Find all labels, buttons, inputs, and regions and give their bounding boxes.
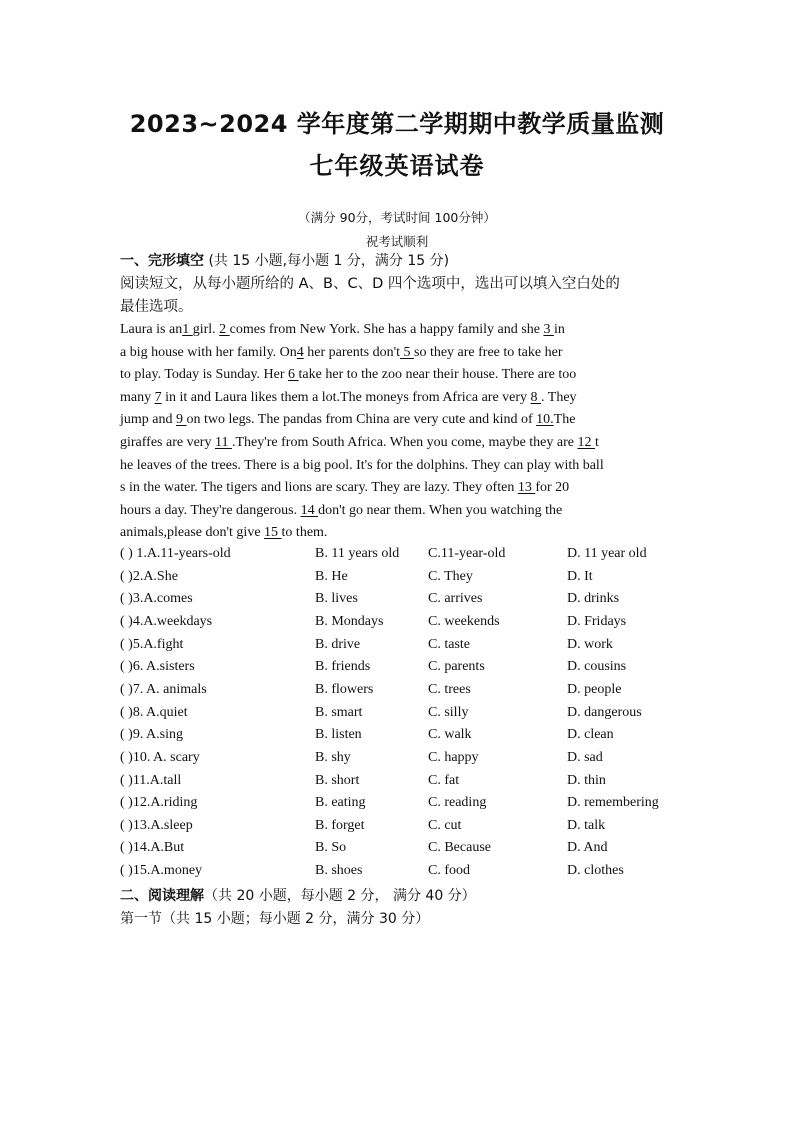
option-c: C. They [428,568,473,584]
question-stem-option-a: ( )3.A.comes [120,591,193,607]
section2-heading-rest: （共 20 小题，每小题 2 分， 满分 40 分） [204,888,476,904]
option-b: B. flowers [315,681,374,697]
passage-line [120,387,674,409]
passage-text: a big house with her family. On [120,344,297,360]
option-c: C. happy [428,749,479,765]
passage-blank: 5 [400,344,414,360]
option-d: D. It [567,568,593,584]
option-c: C. trees [428,681,471,697]
passage-text: . They [541,389,577,405]
exam-info: （满分 90分，考试时间 100分钟） [298,210,496,225]
question-stem-option-a: ( )13.A.sleep [120,817,193,833]
question-stem-option-a: ( )15.A.money [120,863,203,879]
passage-text: her parents don't [303,344,400,360]
passage-blank: 12 [577,435,595,450]
passage-blank: 1 [182,322,193,337]
passage-blank: 3 [543,322,554,337]
question-stem-option-a: ( ) 1.A.11-years-old [120,546,231,561]
passage-line [120,477,674,499]
option-d: D. thin [567,772,606,788]
passage-text: in [553,322,565,337]
option-c: C. Because [428,840,491,856]
option-c: C. taste [428,636,470,652]
option-b: B. listen [315,727,362,743]
option-b: B. drive [315,636,361,652]
passage-blank: 10. [536,412,554,428]
question-stem-option-a: ( )9. A.sing [120,727,183,743]
section1-heading-bold: 一、完形填空 [120,253,204,269]
section1-instruction-line1: 阅读短文，从每小题所给的 A、B、C、D 四个选项中，选出可以填入空白处的 [120,276,620,292]
option-d: D. dangerous [567,704,642,720]
question-stem-option-a: ( )12.A.riding [120,795,198,811]
option-d: D. people [567,681,622,697]
exam-subtitle: 七年级英语试卷 [309,152,485,180]
passage-text: s in the water. The tigers and lions are scary. They are lazy. They often [120,480,518,496]
option-d: D. remembering [567,795,659,811]
option-c: C. reading [428,795,487,811]
question-stem-option-a: ( )14.A.But [120,840,185,856]
passage-text: giraffes are very [120,435,215,450]
option-b: B. friends [315,659,371,675]
question-stem-option-a: ( )6. A.sisters [120,659,195,675]
passage-blank: 14 [300,502,319,518]
section2-heading-bold: 二、阅读理解 [120,888,204,904]
option-b: B. 11 years old [315,546,400,561]
option-b: B. smart [315,704,363,720]
section1-instruction-line2: 最佳选项。 [120,299,193,315]
question-stem-option-a: ( )11.A.tall [120,772,182,788]
option-b: B. short [315,772,360,788]
passage-text: to them. [281,525,328,541]
option-d: D. 11 year old [567,546,647,561]
passage-text: animals,please don't give [120,525,265,541]
option-b: B. eating [315,795,366,811]
exam-wish: 祝考试顺利 [365,234,429,249]
option-d: D. clothes [567,863,624,879]
passage-line [120,364,674,386]
option-d: D. talk [567,817,606,833]
section1-heading-rest: (共 15 小题,每小题 1 分，满分 15 分) [204,253,450,269]
passage-line [120,500,674,522]
option-c: C. fat [428,772,460,788]
option-b: B. lives [315,591,358,607]
option-d: D. Fridays [567,613,627,629]
option-b: B. shoes [315,863,363,879]
passage-text: comes from New York. She has a happy family and she [229,322,544,337]
passage-line [120,342,674,364]
option-c: C. silly [428,704,469,720]
option-b: B. He [315,568,348,584]
passage-line [120,409,674,431]
passage-text: .They're from South Africa. When you come, maybe they are [231,435,578,450]
passage-blank: 11 [214,435,232,450]
passage-blank: 2 [219,322,230,337]
option-c: C. parents [428,659,485,675]
option-d: D. drinks [567,591,620,607]
section1-heading [120,250,674,272]
question-stem-option-a: ( )7. A. animals [120,681,207,697]
option-b: B. forget [315,817,365,833]
option-d: D. And [567,840,608,856]
passage-text: girl. [192,322,220,337]
question-stem-option-a: ( )5.A.fight [120,636,184,652]
passage-text: jump and [120,412,176,428]
question-stem-option-a: ( )8. A.quiet [120,704,188,720]
passage-text: for 20 [535,480,570,496]
exam-title: 2023~2024 学年度第二学期期中教学质量监测 [129,110,665,138]
passage-text: t [595,435,599,450]
option-b: B. So [315,840,347,856]
option-d: D. cousins [567,659,627,675]
question-stem-option-a: ( )2.A.She [120,568,178,584]
passage-blank: 9 [176,412,187,428]
option-c: C. weekends [428,613,500,629]
section2-heading [120,885,674,907]
section2-subheading: 第一节（共 15 小题；每小题 2 分，满分 30 分） [120,911,430,927]
passage-text: The [553,412,576,428]
passage-text: take her to the zoo near their house. There are too [298,367,577,383]
option-c: C. cut [428,817,462,833]
passage-text: on two legs. The pandas from China are very cute and kind of [186,412,537,428]
option-b: B. shy [315,749,351,765]
passage-text: hours a day. They're dangerous. [120,502,301,518]
passage-line [120,522,674,544]
passage-text: so they are free to take her [414,344,563,360]
passage-text: he leaves of the trees. There is a big pool. It's for the dolphins. They can play with ball [120,457,604,473]
passage-text: many [120,389,155,405]
passage-blank: 13 [517,480,536,496]
passage-blank: 7 [154,389,162,405]
option-c: C. walk [428,727,472,743]
question-stem-option-a: ( )4.A.weekdays [120,613,213,629]
passage-line [120,455,674,477]
passage-text: don't go near them. When you watching the [318,502,563,518]
question-stem-option-a: ( )10. A. scary [120,749,200,765]
passage-line [120,432,674,454]
option-c: C.11-year-old [428,546,506,561]
option-b: B. Mondays [315,613,384,629]
option-d: D. sad [567,749,603,765]
option-d: D. work [567,636,613,652]
passage-text: Laura is an [120,322,183,337]
passage-blank: 6 [288,367,299,383]
option-d: D. clean [567,727,614,743]
passage-blank: 8 [530,389,542,405]
passage-text: in it and Laura likes them a lot.The moneys from Africa are very [161,389,531,405]
passage-text: to play. Today is Sunday. Her [120,367,289,383]
passage-blank: 15 [264,525,282,541]
option-c: C. food [428,863,470,879]
passage-blank: 4 [296,344,304,360]
passage-line [120,319,674,341]
option-c: C. arrives [428,591,483,607]
